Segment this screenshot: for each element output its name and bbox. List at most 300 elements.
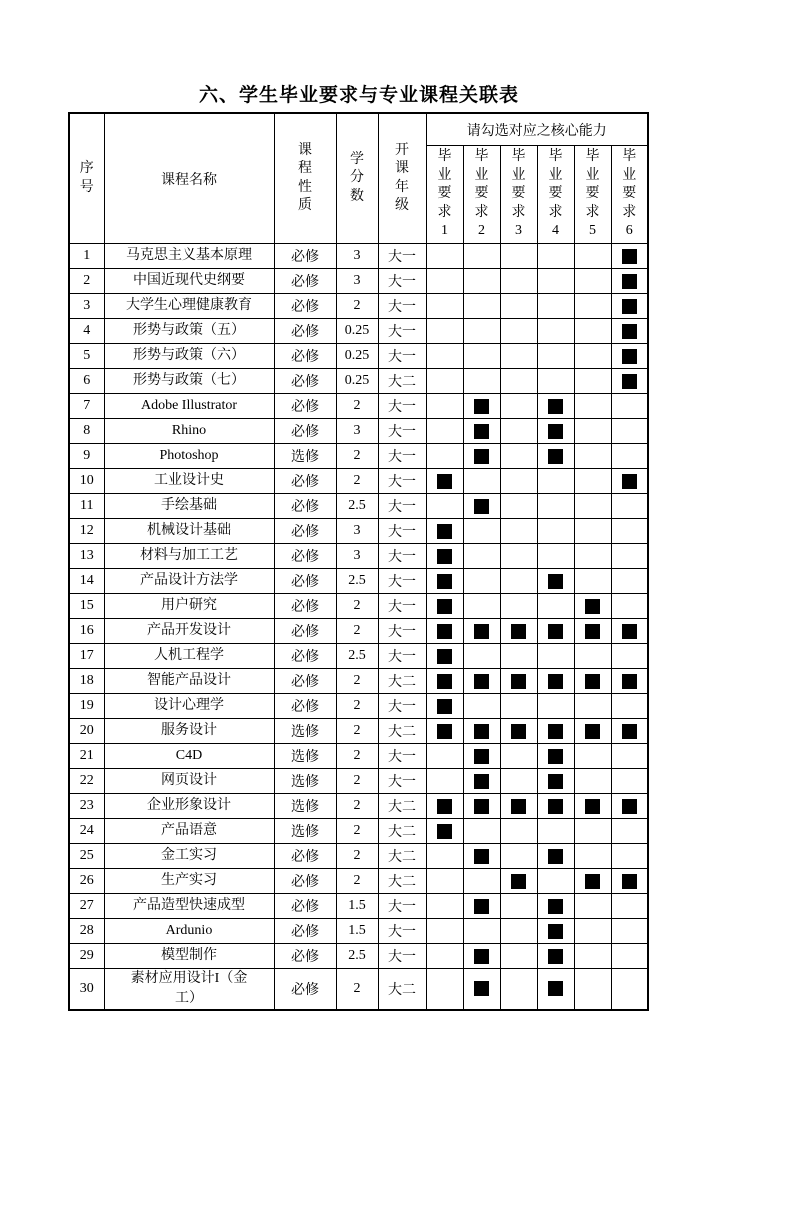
requirement-3-check-cell: [500, 494, 537, 519]
course-name-text: 产品开发设计: [147, 623, 231, 639]
course-nature-cell: 必修: [274, 644, 336, 669]
credits-cell: 3: [336, 519, 378, 544]
requirement-6-check-cell: [611, 519, 648, 544]
requirement-6-check-cell: [611, 619, 648, 644]
course-nature-cell: 必修: [274, 544, 336, 569]
check-mark: [622, 249, 637, 264]
course-nature-cell: 必修: [274, 344, 336, 369]
requirement-2-check-cell: [463, 669, 500, 694]
requirement-2-check-cell: [463, 369, 500, 394]
course-name-text: Rhino: [171, 423, 207, 439]
requirement-5-check-cell: [574, 719, 611, 744]
requirement-5-check-cell: [574, 319, 611, 344]
grade-cell: 大一: [378, 394, 426, 419]
requirement-5-check-cell: [574, 944, 611, 969]
requirement-5-check-cell: [574, 394, 611, 419]
requirement-1-check-cell: [426, 944, 463, 969]
requirement-1-check-cell: [426, 819, 463, 844]
course-name-cell: [104, 619, 274, 644]
header-credits: [336, 113, 378, 244]
course-nature-cell: 必修: [274, 619, 336, 644]
index-cell: 9: [69, 444, 104, 469]
check-mark: [548, 924, 563, 939]
requirement-4-check-cell: [537, 794, 574, 819]
course-name-cell: [104, 694, 274, 719]
index-cell: 25: [69, 844, 104, 869]
check-mark: [585, 599, 600, 614]
check-mark: [437, 574, 452, 589]
header-course-nature-label: 课程性质: [298, 142, 312, 213]
credits-cell: 2: [336, 394, 378, 419]
course-name-cell: [104, 369, 274, 394]
index-cell: 3: [69, 294, 104, 319]
requirement-5-check-cell: [574, 244, 611, 269]
requirement-1-check-cell: [426, 244, 463, 269]
grade-cell: 大一: [378, 919, 426, 944]
requirement-5-check-cell: [574, 294, 611, 319]
credits-cell: 2: [336, 969, 378, 1010]
requirement-1-check-cell: [426, 594, 463, 619]
check-mark: [474, 774, 489, 789]
check-mark: [511, 624, 526, 639]
requirement-5-check-cell: [574, 694, 611, 719]
requirement-4-check-cell: [537, 569, 574, 594]
course-name-cell: [104, 294, 274, 319]
course-name-cell: [104, 269, 274, 294]
course-name-text: 工业设计史: [154, 473, 224, 489]
course-name-cell: [104, 594, 274, 619]
check-mark: [437, 474, 452, 489]
requirement-2-check-cell: [463, 319, 500, 344]
index-cell: 28: [69, 919, 104, 944]
course-name-text: 服务设计: [161, 723, 217, 739]
course-name-cell: [104, 869, 274, 894]
index-cell: 7: [69, 394, 104, 419]
requirement-3-check-cell: [500, 944, 537, 969]
check-mark: [585, 799, 600, 814]
requirement-6-check-cell: [611, 594, 648, 619]
grade-cell: 大一: [378, 944, 426, 969]
course-nature-cell: 必修: [274, 569, 336, 594]
grade-cell: 大二: [378, 794, 426, 819]
check-mark: [437, 799, 452, 814]
requirement-3-check-cell: [500, 744, 537, 769]
table-row-14: [69, 569, 648, 594]
credits-cell: 0.25: [336, 344, 378, 369]
course-name-text: Adobe Illustrator: [140, 398, 238, 414]
requirement-4-check-cell: [537, 469, 574, 494]
check-mark: [511, 674, 526, 689]
requirement-5-check-cell: [574, 669, 611, 694]
grade-cell: 大一: [378, 344, 426, 369]
grade-cell: 大一: [378, 694, 426, 719]
requirement-5-check-cell: [574, 419, 611, 444]
header-requirement-label: 毕业要求2: [474, 149, 489, 239]
requirement-4-check-cell: [537, 344, 574, 369]
course-name-text: Ardunio: [165, 923, 213, 939]
credits-cell: 3: [336, 269, 378, 294]
course-name-text: 智能产品设计: [147, 673, 231, 689]
requirement-6-check-cell: [611, 319, 648, 344]
course-name-cell: [104, 669, 274, 694]
check-mark: [548, 749, 563, 764]
table-row-23: [69, 794, 648, 819]
requirement-1-check-cell: [426, 269, 463, 294]
table-body: [69, 244, 648, 1010]
requirement-6-check-cell: [611, 244, 648, 269]
requirement-2-check-cell: [463, 344, 500, 369]
check-mark: [474, 899, 489, 914]
requirement-2-check-cell: [463, 844, 500, 869]
requirement-6-check-cell: [611, 469, 648, 494]
header-course-name: 课程名称: [104, 113, 274, 244]
requirement-1-check-cell: [426, 644, 463, 669]
check-mark: [511, 874, 526, 889]
requirement-3-check-cell: [500, 819, 537, 844]
check-mark: [511, 724, 526, 739]
requirement-5-check-cell: [574, 969, 611, 1010]
course-nature-cell: 必修: [274, 694, 336, 719]
check-mark: [622, 274, 637, 289]
course-nature-cell: 必修: [274, 469, 336, 494]
requirement-1-check-cell: [426, 319, 463, 344]
index-cell: 6: [69, 369, 104, 394]
requirement-3-check-cell: [500, 519, 537, 544]
table-row-3: [69, 294, 648, 319]
index-cell: 20: [69, 719, 104, 744]
requirement-2-check-cell: [463, 894, 500, 919]
credits-cell: 2.5: [336, 569, 378, 594]
requirement-4-check-cell: [537, 769, 574, 794]
check-mark: [437, 649, 452, 664]
requirement-3-check-cell: [500, 269, 537, 294]
requirement-6-check-cell: [611, 544, 648, 569]
requirement-4-check-cell: [537, 844, 574, 869]
credits-cell: 1.5: [336, 919, 378, 944]
header-requirement-label: 毕业要求6: [622, 149, 637, 239]
requirement-2-check-cell: [463, 519, 500, 544]
grade-cell: 大一: [378, 269, 426, 294]
course-nature-cell: 必修: [274, 369, 336, 394]
table-row-1: [69, 244, 648, 269]
check-mark: [474, 849, 489, 864]
requirement-1-check-cell: [426, 469, 463, 494]
requirement-5-check-cell: [574, 644, 611, 669]
course-name-text: 产品语意: [161, 823, 217, 839]
requirement-3-check-cell: [500, 294, 537, 319]
course-nature-cell: 选修: [274, 744, 336, 769]
table-row-20: [69, 719, 648, 744]
course-name-cell: [104, 844, 274, 869]
requirement-1-check-cell: [426, 419, 463, 444]
check-mark: [474, 449, 489, 464]
requirement-3-check-cell: [500, 369, 537, 394]
course-name-text: 机械设计基础: [147, 523, 231, 539]
grade-cell: 大一: [378, 744, 426, 769]
requirement-4-check-cell: [537, 619, 574, 644]
requirement-2-check-cell: [463, 769, 500, 794]
check-mark: [474, 424, 489, 439]
check-mark: [437, 724, 452, 739]
course-name-cell: [104, 819, 274, 844]
index-cell: 30: [69, 969, 104, 1010]
grade-cell: 大一: [378, 594, 426, 619]
requirement-6-check-cell: [611, 644, 648, 669]
index-cell: 26: [69, 869, 104, 894]
index-cell: 24: [69, 819, 104, 844]
index-cell: 17: [69, 644, 104, 669]
requirement-5-check-cell: [574, 794, 611, 819]
header-credits-label: 学分数: [350, 151, 364, 204]
requirement-2-check-cell: [463, 569, 500, 594]
requirement-6-check-cell: [611, 844, 648, 869]
header-requirement-5: [574, 146, 611, 244]
course-nature-cell: 必修: [274, 919, 336, 944]
index-cell: 13: [69, 544, 104, 569]
requirement-6-check-cell: [611, 819, 648, 844]
requirement-5-check-cell: [574, 569, 611, 594]
header-requirement-3: [500, 146, 537, 244]
requirement-3-check-cell: [500, 644, 537, 669]
course-name-text: 马克思主义基本原理: [126, 248, 252, 264]
requirement-1-check-cell: [426, 369, 463, 394]
index-cell: 21: [69, 744, 104, 769]
grade-cell: 大一: [378, 619, 426, 644]
requirement-2-check-cell: [463, 244, 500, 269]
course-nature-cell: 必修: [274, 869, 336, 894]
requirement-3-check-cell: [500, 669, 537, 694]
header-requirement-4: [537, 146, 574, 244]
check-mark: [585, 724, 600, 739]
course-nature-cell: 选修: [274, 819, 336, 844]
requirement-1-check-cell: [426, 869, 463, 894]
check-mark: [511, 799, 526, 814]
grade-cell: 大二: [378, 869, 426, 894]
requirement-6-check-cell: [611, 294, 648, 319]
index-cell: 12: [69, 519, 104, 544]
course-nature-cell: 必修: [274, 944, 336, 969]
index-cell: 8: [69, 419, 104, 444]
grade-cell: 大一: [378, 769, 426, 794]
grade-cell: 大一: [378, 294, 426, 319]
check-mark: [548, 624, 563, 639]
requirement-1-check-cell: [426, 344, 463, 369]
header-requirement-1: [426, 146, 463, 244]
requirement-3-check-cell: [500, 569, 537, 594]
requirement-2-check-cell: [463, 294, 500, 319]
grade-cell: 大二: [378, 819, 426, 844]
check-mark: [548, 981, 563, 996]
index-cell: 11: [69, 494, 104, 519]
credits-cell: 2.5: [336, 944, 378, 969]
requirement-6-check-cell: [611, 444, 648, 469]
requirement-6-check-cell: [611, 669, 648, 694]
requirement-6-check-cell: [611, 969, 648, 1010]
course-name-cell: [104, 944, 274, 969]
course-nature-cell: 必修: [274, 519, 336, 544]
index-cell: 27: [69, 894, 104, 919]
course-name-cell: [104, 444, 274, 469]
check-mark: [437, 524, 452, 539]
credits-cell: 3: [336, 544, 378, 569]
table-row-18: [69, 669, 648, 694]
check-mark: [585, 624, 600, 639]
credits-cell: 3: [336, 419, 378, 444]
course-name-text: 形势与政策（六）: [133, 348, 245, 364]
credits-cell: 2: [336, 719, 378, 744]
requirement-6-check-cell: [611, 569, 648, 594]
course-name-text: 手绘基础: [161, 498, 217, 514]
course-name-cell: [104, 794, 274, 819]
requirement-6-check-cell: [611, 794, 648, 819]
course-name-cell: [104, 494, 274, 519]
course-nature-cell: 必修: [274, 319, 336, 344]
check-mark: [437, 674, 452, 689]
requirement-1-check-cell: [426, 894, 463, 919]
course-name-cell: [104, 394, 274, 419]
grade-cell: 大一: [378, 244, 426, 269]
credits-cell: 2.5: [336, 644, 378, 669]
header-requirement-label: 毕业要求5: [585, 149, 600, 239]
grade-cell: 大一: [378, 444, 426, 469]
table-row-17: [69, 644, 648, 669]
check-mark: [548, 774, 563, 789]
table-row-27: [69, 894, 648, 919]
credits-cell: 2: [336, 844, 378, 869]
index-cell: 15: [69, 594, 104, 619]
check-mark: [548, 899, 563, 914]
requirement-5-check-cell: [574, 744, 611, 769]
index-cell: 4: [69, 319, 104, 344]
requirement-4-check-cell: [537, 694, 574, 719]
check-mark: [474, 399, 489, 414]
course-name-cell: [104, 644, 274, 669]
course-name-text: 生产实习: [161, 873, 217, 889]
requirement-4-check-cell: [537, 919, 574, 944]
check-mark: [548, 799, 563, 814]
check-mark: [437, 549, 452, 564]
table-row-22: [69, 769, 648, 794]
course-name-text: 产品设计方法学: [140, 573, 238, 589]
check-mark: [622, 799, 637, 814]
table-row-19: [69, 694, 648, 719]
check-mark: [622, 674, 637, 689]
course-name-text: 模型制作: [161, 948, 217, 964]
requirement-3-check-cell: [500, 319, 537, 344]
table-row-4: [69, 319, 648, 344]
index-cell: 29: [69, 944, 104, 969]
requirement-3-check-cell: [500, 394, 537, 419]
requirement-1-check-cell: [426, 969, 463, 1010]
course-name-cell: [104, 744, 274, 769]
requirement-4-check-cell: [537, 869, 574, 894]
course-nature-cell: 选修: [274, 769, 336, 794]
course-name-text: 设计心理学: [154, 698, 224, 714]
requirement-4-check-cell: [537, 294, 574, 319]
check-mark: [548, 949, 563, 964]
requirement-4-check-cell: [537, 369, 574, 394]
index-cell: 23: [69, 794, 104, 819]
course-name-cell: [104, 719, 274, 744]
table-row-24: [69, 819, 648, 844]
grade-cell: 大二: [378, 719, 426, 744]
check-mark: [585, 674, 600, 689]
check-mark: [548, 449, 563, 464]
requirement-5-check-cell: [574, 469, 611, 494]
table-row-16: [69, 619, 648, 644]
index-cell: 5: [69, 344, 104, 369]
requirement-6-check-cell: [611, 394, 648, 419]
header-index-label: 序号: [79, 161, 94, 195]
table-row-8: [69, 419, 648, 444]
requirement-2-check-cell: [463, 544, 500, 569]
course-nature-cell: 必修: [274, 244, 336, 269]
table-row-12: [69, 519, 648, 544]
table-row-28: [69, 919, 648, 944]
check-mark: [548, 424, 563, 439]
check-mark: [622, 374, 637, 389]
requirement-3-check-cell: [500, 444, 537, 469]
grade-cell: 大一: [378, 494, 426, 519]
requirement-4-check-cell: [537, 494, 574, 519]
table-row-21: [69, 744, 648, 769]
course-name-text: 中国近现代史纲要: [133, 273, 245, 289]
course-name-text: 形势与政策（五）: [133, 323, 245, 339]
course-name-text: 大学生心理健康教育: [126, 298, 252, 314]
credits-cell: 2.5: [336, 494, 378, 519]
course-name-text: 产品造型快速成型: [133, 898, 245, 914]
requirement-6-check-cell: [611, 894, 648, 919]
table-row-11: [69, 494, 648, 519]
course-nature-cell: 选修: [274, 444, 336, 469]
credits-cell: 2: [336, 869, 378, 894]
requirement-3-check-cell: [500, 969, 537, 1010]
index-cell: 22: [69, 769, 104, 794]
requirement-2-check-cell: [463, 619, 500, 644]
check-mark: [474, 674, 489, 689]
course-name-text: 人机工程学: [154, 648, 224, 664]
check-mark: [622, 299, 637, 314]
credits-cell: 2: [336, 294, 378, 319]
requirement-5-check-cell: [574, 844, 611, 869]
requirement-5-check-cell: [574, 619, 611, 644]
requirement-2-check-cell: [463, 594, 500, 619]
requirement-6-check-cell: [611, 944, 648, 969]
grade-cell: 大二: [378, 369, 426, 394]
credits-cell: 2: [336, 819, 378, 844]
grade-cell: 大一: [378, 894, 426, 919]
requirement-3-check-cell: [500, 419, 537, 444]
table-row-10: [69, 469, 648, 494]
requirement-1-check-cell: [426, 294, 463, 319]
index-cell: 10: [69, 469, 104, 494]
requirement-3-check-cell: [500, 769, 537, 794]
grade-cell: 大一: [378, 644, 426, 669]
table-row-7: [69, 394, 648, 419]
table-row-5: [69, 344, 648, 369]
requirement-2-check-cell: [463, 744, 500, 769]
check-mark: [474, 724, 489, 739]
course-name-text: 素材应用设计I（金工）: [130, 971, 248, 1006]
course-name-cell: [104, 469, 274, 494]
table-row-2: [69, 269, 648, 294]
requirement-2-check-cell: [463, 419, 500, 444]
check-mark: [474, 949, 489, 964]
check-mark: [474, 624, 489, 639]
requirement-6-check-cell: [611, 419, 648, 444]
course-nature-cell: 必修: [274, 394, 336, 419]
requirement-4-check-cell: [537, 244, 574, 269]
